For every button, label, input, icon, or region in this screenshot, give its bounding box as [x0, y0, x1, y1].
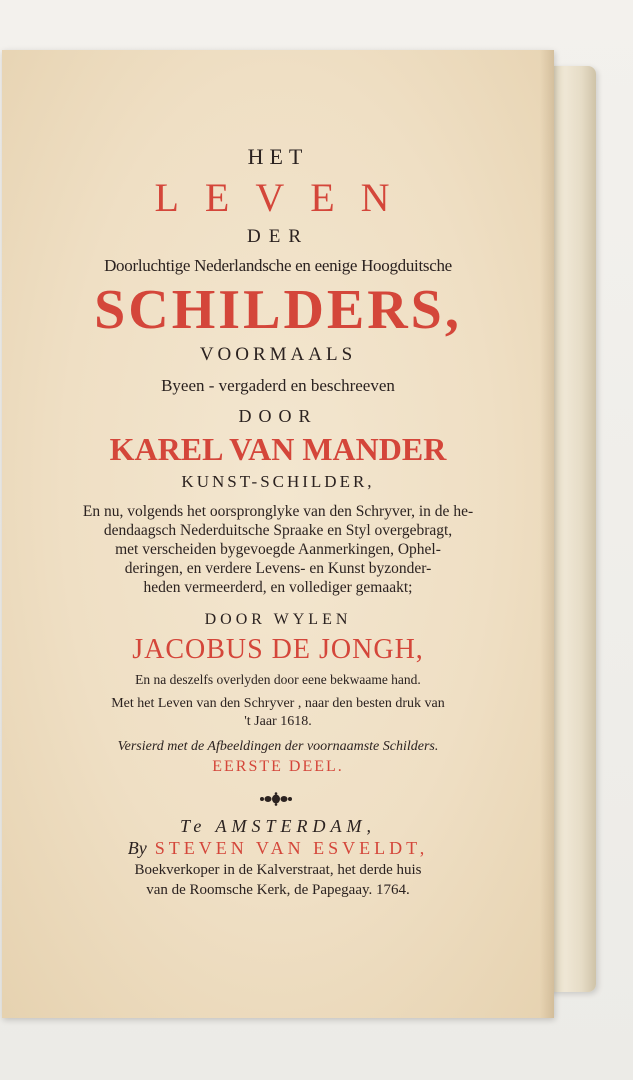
description-line-1: En nu, volgends het oorspronglyke van den Schryver, in de he-	[82, 503, 474, 520]
byeen-line: Byeen - vergaderd en beschreeven	[161, 376, 395, 395]
het-heading: HET	[247, 144, 309, 169]
eerste-deel-heading: EERSTE DEEL.	[212, 758, 344, 775]
description-line-3: met verscheiden bygevoegde Aanmerkingen, Ophel-	[115, 541, 441, 558]
author-name: KAREL VAN MANDER	[109, 431, 447, 467]
kunst-schilder-line: KUNST-SCHILDER,	[181, 472, 375, 491]
description-line-5: heden vermeerderd, en vollediger gemaakt;	[143, 579, 413, 596]
address-line-1: Boekverkoper in de Kalverstraat, het derde huis	[134, 862, 422, 878]
doorluchtige-line: Doorluchtige Nederlandsche en eenige Hoogduitsche	[104, 256, 452, 275]
voormaals-heading: VOORMAALS	[199, 344, 357, 365]
publisher-name	[2, 838, 554, 859]
der-heading: DER	[247, 226, 309, 247]
te-amsterdam-line: Te AMSTERDAM,	[179, 816, 376, 836]
versierd-line: Versierd met de Afbeeldingen der voornaamste Schilders.	[117, 739, 439, 754]
publisher-name-text: STEVEN VAN ESVELDT,	[154, 838, 429, 858]
description-line-2: dendaagsch Nederduitsche Spraake en Styl overgebragt,	[103, 522, 453, 539]
leven-heading: LEVEN	[154, 175, 416, 220]
address-line-2: van de Roomsche Kerk, de Papegaay. 1764.	[146, 882, 410, 898]
fleuron-ornament-icon	[258, 792, 294, 806]
by-label: By	[127, 838, 147, 858]
door-heading: DOOR	[238, 406, 318, 426]
na-deszelfs-line: En na deszelfs overlyden door eene bekwaame hand.	[135, 672, 421, 687]
schilders-heading: SCHILDERS,	[94, 279, 462, 341]
editor-name: JACOBUS DE JONGH,	[132, 634, 424, 665]
title-page	[2, 50, 554, 1018]
book-spine-edge	[548, 66, 596, 992]
door-wylen-heading: DOOR WYLEN	[204, 611, 352, 628]
description-line-4: deringen, en verdere Levens- en Kunst byzonder-	[124, 560, 432, 577]
met-het-leven-line-1: Met het Leven van den Schryver , naar den besten druk van	[111, 696, 445, 711]
met-het-leven-line-2: 't Jaar 1618.	[244, 714, 312, 729]
